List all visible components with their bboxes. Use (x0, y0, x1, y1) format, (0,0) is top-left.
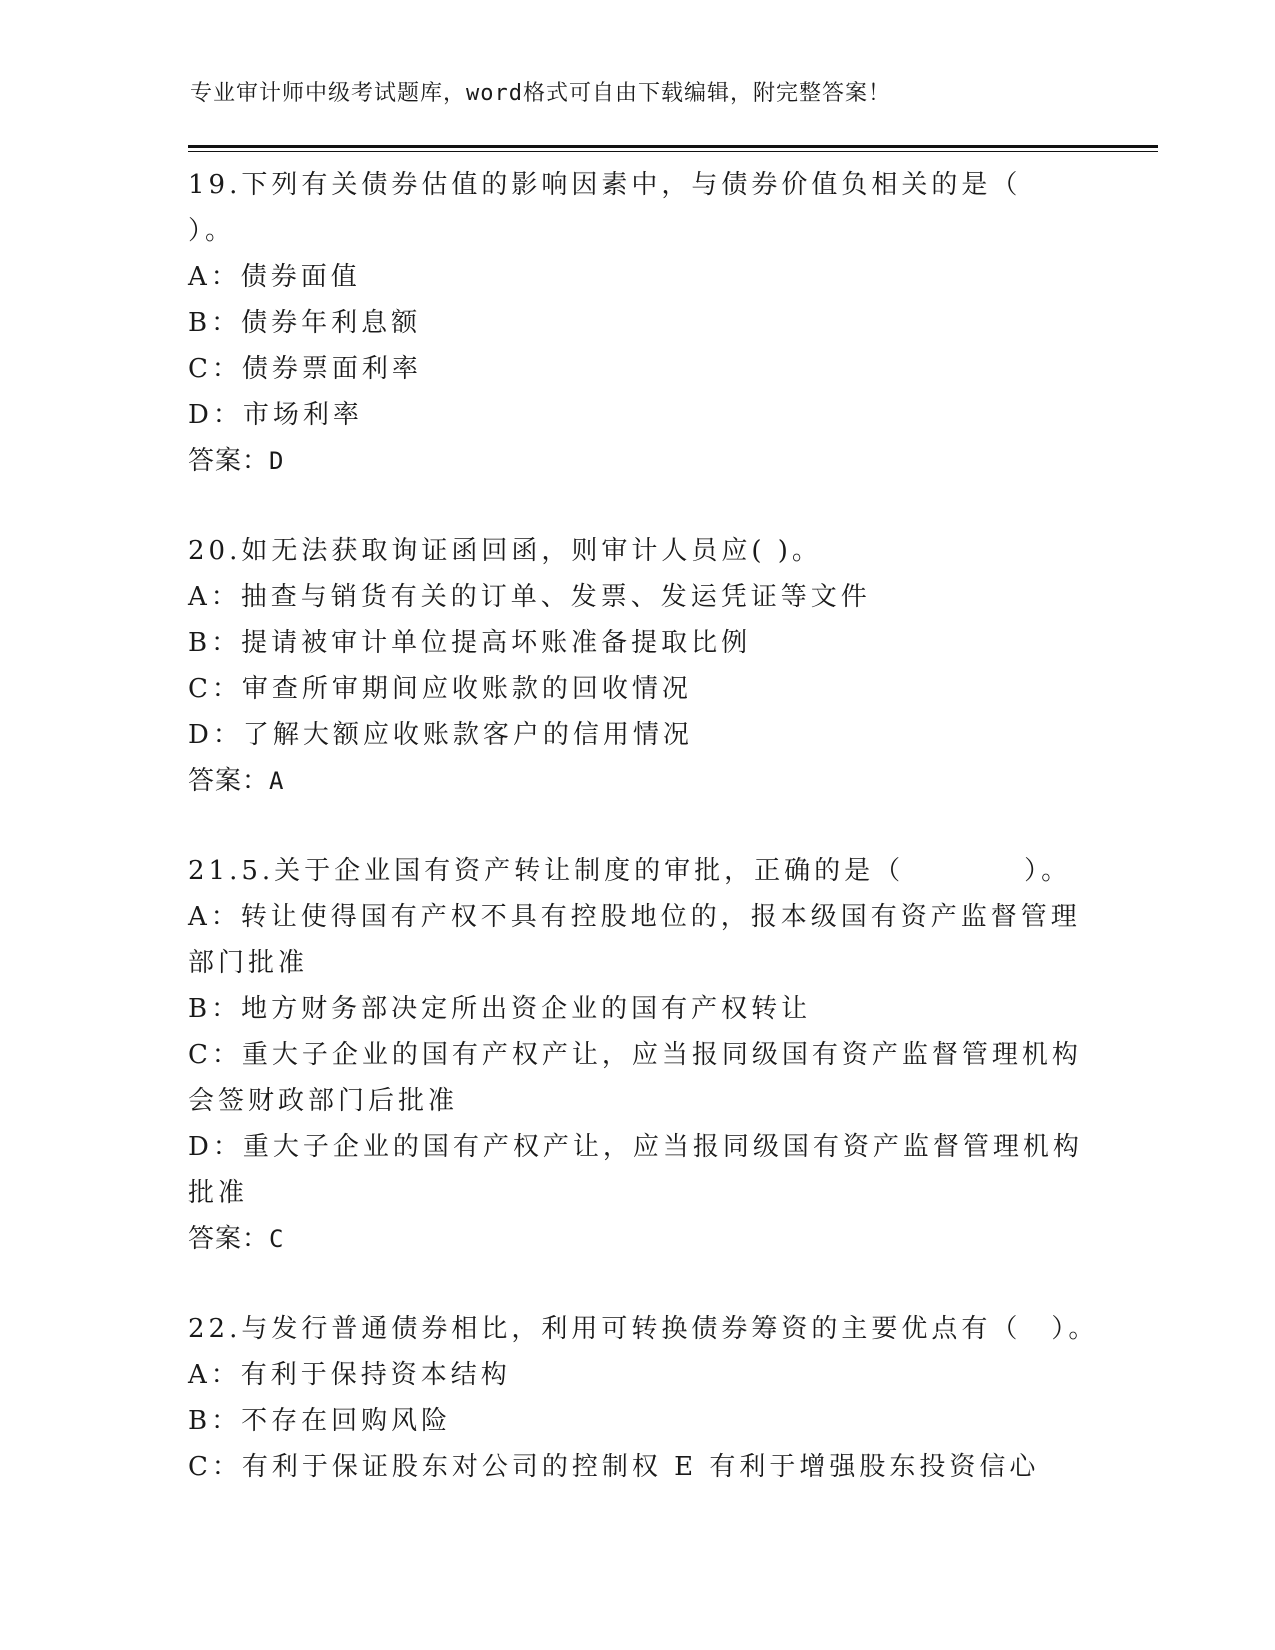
question-stem-continued: ）。 (188, 216, 236, 246)
question-21 (188, 848, 1088, 1262)
answer-line (188, 758, 1088, 804)
option-d: D：市场利率 (188, 400, 363, 430)
question-stem: 22.与发行普通债券相比，利用可转换债券筹资的主要优点有（ ）。 (188, 1314, 1099, 1344)
option-a: A：债券面值 (188, 262, 361, 292)
header-rule-thin (188, 151, 1158, 152)
option-a: A：有利于保持资本结构 (188, 1360, 511, 1390)
answer-label: 答案： (188, 1224, 270, 1254)
answer-label: 答案： (188, 766, 270, 796)
option-a: A：抽查与销货有关的订单、发票、发运凭证等文件 (188, 582, 871, 612)
option-c: C：有利于保证股东对公司的控制权 E 有利于增强股东投资信心 (188, 1452, 1040, 1482)
option-d: D：重大子企业的国有产权产让，应当报同级国有资产监督管理机构批准 (188, 1132, 1083, 1208)
question-22 (188, 1306, 1099, 1490)
option-d: D：了解大额应收账款客户的信用情况 (188, 720, 693, 750)
answer-value: A (269, 767, 285, 795)
question-stem: 19.下列有关债券估值的影响因素中，与债券价值负相关的是（ (188, 170, 1022, 200)
question-stem: 21.5.关于企业国有资产转让制度的审批，正确的是（ ）。 (188, 856, 1072, 886)
answer-value: C (269, 1225, 285, 1253)
option-b: B：提请被审计单位提高坏账准备提取比例 (188, 628, 752, 658)
answer-line (188, 1216, 1088, 1262)
option-c: C：债券票面利率 (188, 354, 422, 384)
answer-line (188, 438, 1088, 484)
option-c: C：重大子企业的国有产权产让，应当报同级国有资产监督管理机构会签财政部门后批准 (188, 1040, 1082, 1116)
option-c: C：审查所审期间应收账款的回收情况 (188, 674, 692, 704)
answer-label: 答案： (188, 446, 270, 476)
option-b: B：地方财务部决定所出资企业的国有产权转让 (188, 994, 812, 1024)
question-list (188, 162, 1099, 1534)
question-20 (188, 528, 1088, 804)
option-b: B：债券年利息额 (188, 308, 422, 338)
question-stem: 20.如无法获取询证函回函，则审计人员应( )。 (188, 536, 822, 566)
page-header: 专业审计师中级考试题库，word格式可自由下载编辑，附完整答案！ (190, 81, 891, 106)
header-rule-thick (188, 145, 1158, 148)
answer-value: D (269, 447, 285, 475)
option-a: A：转让使得国有产权不具有控股地位的，报本级国有资产监督管理部门批准 (188, 902, 1081, 978)
question-19 (188, 162, 1088, 484)
option-b: B：不存在回购风险 (188, 1406, 452, 1436)
